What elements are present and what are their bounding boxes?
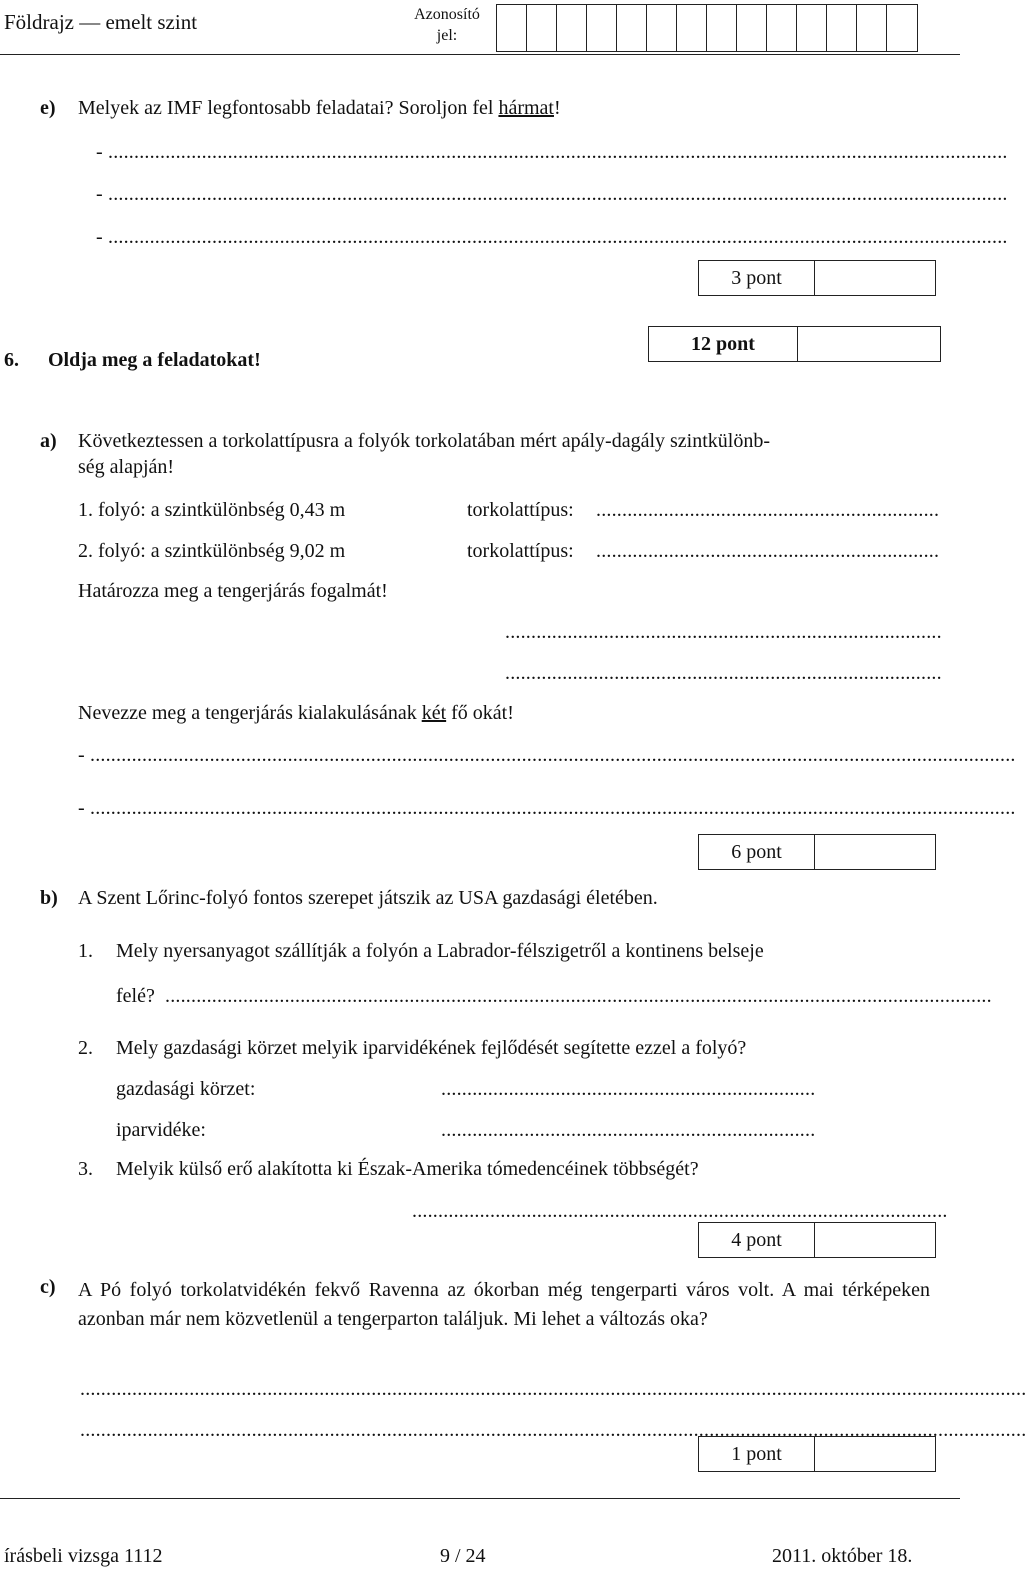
part-a-causes-end: fő okát! bbox=[446, 702, 514, 724]
part-b-intro: A Szent Lőrinc-folyó fontos szerepet játszik az USA gazdasági életében. bbox=[78, 887, 658, 909]
answer-line[interactable]: .................................................................................................................................................................................. bbox=[90, 744, 1016, 766]
part-c-text: A Pó folyó torkolatvidékén fekvő Ravenna az ókorban még tengerparti város volt. A mai térképeken azonban már nem közvetlenül a tengerparton találjuk. Mi lehet a változás oka? bbox=[78, 1279, 930, 1330]
answer-line[interactable]: .................................................................................... bbox=[505, 621, 942, 643]
q2-text: Mely gazdasági körzet melyik iparvidékének fejlődését segítette ezzel a folyó? bbox=[116, 1037, 747, 1059]
task-e-question-end: ! bbox=[553, 97, 561, 119]
score-label: 4 pont bbox=[699, 1223, 815, 1257]
score-label: 6 pont bbox=[699, 835, 815, 869]
id-cell[interactable] bbox=[797, 5, 827, 51]
part-b-letter: b) bbox=[40, 887, 58, 909]
score-input[interactable] bbox=[815, 261, 935, 295]
q3-number: 3. bbox=[78, 1158, 93, 1180]
task-e-question bbox=[78, 97, 561, 120]
task-e-dash: - bbox=[96, 141, 103, 163]
score-input[interactable] bbox=[815, 1437, 935, 1471]
part-a-causes-underlined: két bbox=[421, 702, 447, 724]
id-cell[interactable] bbox=[737, 5, 767, 51]
q1-line2: felé? bbox=[116, 985, 155, 1007]
score-box bbox=[698, 1222, 936, 1258]
q2-region-answer[interactable]: ........................................................................ bbox=[441, 1078, 816, 1100]
answer-line[interactable]: .................................................................................................................................................................................. bbox=[90, 797, 1016, 819]
id-cell[interactable] bbox=[767, 5, 797, 51]
total-score-input[interactable] bbox=[798, 327, 940, 361]
score-box bbox=[698, 260, 936, 296]
part-a-question-line2: ség alapján! bbox=[78, 456, 175, 478]
task-title: Oldja meg a feladatokat! bbox=[48, 349, 261, 371]
id-cell[interactable] bbox=[587, 5, 617, 51]
q2-region-label: gazdasági körzet: bbox=[116, 1078, 256, 1100]
task-e-question-underlined: hármat bbox=[498, 97, 554, 119]
score-label: 3 pont bbox=[699, 261, 815, 295]
river2-mouth-answer[interactable]: .................................................................. bbox=[596, 540, 940, 562]
part-a-letter: a) bbox=[40, 430, 57, 452]
task-e-letter: e) bbox=[40, 97, 56, 119]
id-cell[interactable] bbox=[617, 5, 647, 51]
score-label: 1 pont bbox=[699, 1437, 815, 1471]
id-cell[interactable] bbox=[707, 5, 737, 51]
answer-line[interactable]: ............................................................................................................................................................................. bbox=[108, 226, 1008, 248]
score-input[interactable] bbox=[815, 835, 935, 869]
q1-line1: Mely nyersanyagot szállítják a folyón a Labrador-félszigetről a kontinens belseje bbox=[116, 940, 764, 962]
river1-mouth-label: torkolattípus: bbox=[467, 499, 574, 521]
id-cell[interactable] bbox=[857, 5, 887, 51]
part-a-causes-text: Nevezze meg a tengerjárás kialakulásának bbox=[78, 702, 422, 724]
answer-line[interactable]: ............................................................................................................................................................................. bbox=[108, 183, 1008, 205]
footer-divider bbox=[0, 1498, 960, 1499]
river2-mouth-label: torkolattípus: bbox=[467, 540, 574, 562]
total-score-box bbox=[648, 326, 941, 362]
footer-date: 2011. október 18. bbox=[772, 1545, 913, 1567]
part-a-dash: - bbox=[78, 744, 85, 766]
q2-industry-answer[interactable]: ........................................................................ bbox=[441, 1119, 816, 1141]
score-input[interactable] bbox=[815, 1223, 935, 1257]
river1-mouth-answer[interactable]: .................................................................. bbox=[596, 499, 940, 521]
river1-text: 1. folyó: a szintkülönbség 0,43 m bbox=[78, 499, 346, 521]
id-cell[interactable] bbox=[647, 5, 677, 51]
id-cell[interactable] bbox=[887, 5, 917, 51]
answer-line[interactable]: .................................................................................... bbox=[505, 662, 942, 684]
q3-text: Melyik külső erő alakította ki Észak-Amerika tómedencéinek többségét? bbox=[116, 1158, 699, 1180]
id-label-line1: Azonosító bbox=[414, 6, 480, 23]
score-box bbox=[698, 834, 936, 870]
id-cell[interactable] bbox=[677, 5, 707, 51]
q1-answer[interactable]: ............................................................................................................................................................... bbox=[165, 985, 992, 1007]
id-grid bbox=[496, 4, 918, 52]
answer-line[interactable]: ............................................................................................................................................................................. bbox=[108, 141, 1008, 163]
answer-line[interactable]: ...................................................................................................................................................................................... bbox=[80, 1378, 1026, 1400]
part-a-define: Határozza meg a tengerjárás fogalmát! bbox=[78, 580, 388, 602]
river2-text: 2. folyó: a szintkülönbség 9,02 m bbox=[78, 540, 346, 562]
id-cell[interactable] bbox=[497, 5, 527, 51]
id-cell[interactable] bbox=[557, 5, 587, 51]
part-a-causes bbox=[78, 702, 514, 725]
q2-industry-label: iparvidéke: bbox=[116, 1119, 206, 1141]
task-e-dash: - bbox=[96, 226, 103, 248]
task-e-dash: - bbox=[96, 183, 103, 205]
score-box bbox=[698, 1436, 936, 1472]
id-label bbox=[412, 4, 482, 46]
q2-number: 2. bbox=[78, 1037, 93, 1059]
q3-answer[interactable]: ....................................................................................................... bbox=[412, 1200, 948, 1222]
id-cell[interactable] bbox=[527, 5, 557, 51]
task-e-question-text: Melyek az IMF legfontosabb feladatai? Soroljon fel bbox=[78, 97, 499, 119]
footer-page: 9 / 24 bbox=[440, 1545, 486, 1567]
id-label-line2: jel: bbox=[436, 27, 458, 44]
id-cell[interactable] bbox=[827, 5, 857, 51]
part-a-question-line1: Következtessen a torkolattípusra a folyók torkolatában mért apály-dagály szintkülönb- bbox=[78, 430, 771, 452]
part-a-dash: - bbox=[78, 797, 85, 819]
total-score-label: 12 pont bbox=[649, 327, 798, 361]
q1-number: 1. bbox=[78, 940, 93, 962]
footer-left: írásbeli vizsga 1112 bbox=[4, 1545, 163, 1567]
task-number: 6. bbox=[4, 349, 19, 371]
answer-line[interactable]: ...................................................................................................................................................................................... bbox=[80, 1419, 1026, 1441]
part-c-letter: c) bbox=[40, 1276, 56, 1298]
header-title: Földrajz — emelt szint bbox=[4, 10, 198, 34]
header-divider bbox=[0, 54, 960, 55]
